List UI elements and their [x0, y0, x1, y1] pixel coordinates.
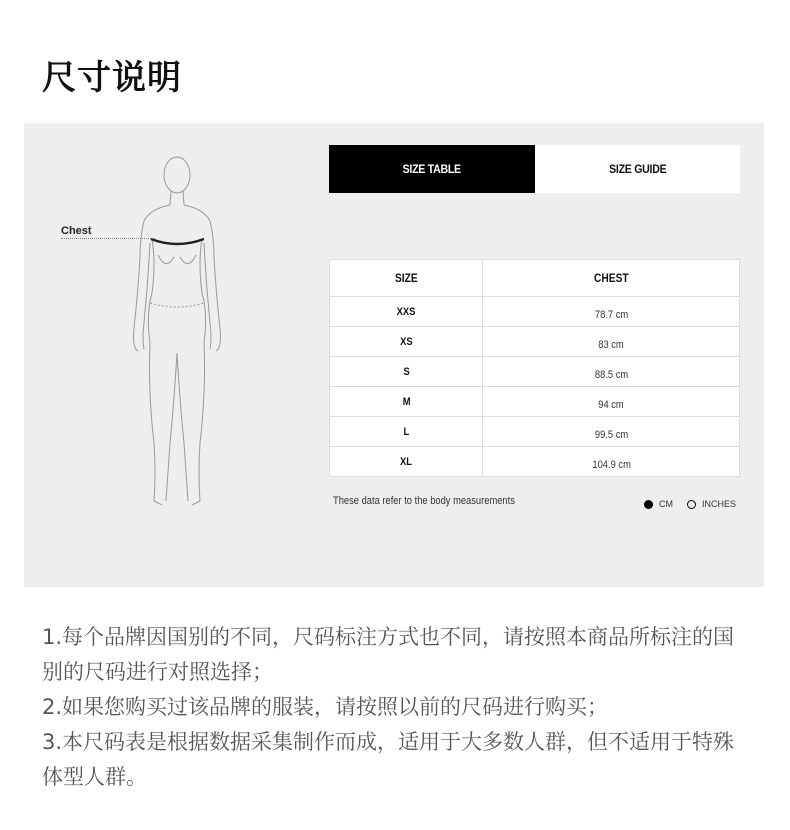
table-row: [330, 357, 740, 387]
table-header-row: [330, 260, 740, 297]
table-row: [330, 417, 740, 447]
size-cell: M: [330, 387, 483, 417]
chest-label: Chest: [61, 225, 92, 237]
description-line: 2.如果您购买过该品牌的服装，请按照以前的尺码进行购买；: [42, 695, 609, 719]
size-cell: L: [330, 417, 483, 447]
tab-size-guide[interactable]: [535, 145, 741, 193]
description-line: 3.本尺码表是根据数据采集制作而成，适用于大多数人群，但不适用于特殊体型人群。: [42, 730, 735, 789]
chest-cell: 88.5 cm: [483, 357, 740, 387]
unit-toggle: [644, 499, 736, 509]
size-tabs: [329, 145, 740, 193]
tab-size-table[interactable]: [329, 145, 535, 193]
table-row: [330, 327, 740, 357]
size-cell: XXS: [330, 297, 483, 327]
chest-cell: 94 cm: [483, 387, 740, 417]
measurement-note: These data refer to the body measurements: [333, 495, 515, 507]
chest-cell: 83 cm: [483, 327, 740, 357]
chest-guide-line: [61, 238, 155, 239]
unit-inches-label[interactable]: INCHES: [702, 499, 737, 509]
chest-cell: 78.7 cm: [483, 297, 740, 327]
table-row: [330, 447, 740, 477]
description-line: 1.每个品牌因国别的不同，尺码标注方式也不同，请按照本商品所标注的国别的尺码进行对照选择；: [42, 625, 735, 684]
table-row: [330, 387, 740, 417]
tab-size-guide-label: SIZE GUIDE: [608, 162, 666, 176]
body-figure-illustration: [120, 153, 230, 515]
size-description: [42, 620, 754, 795]
chest-cell: 99.5 cm: [483, 417, 740, 447]
column-header-size: SIZE: [330, 260, 483, 297]
size-cell: S: [330, 357, 483, 387]
size-cell: XL: [330, 447, 483, 477]
tab-size-table-label: SIZE TABLE: [402, 162, 461, 176]
unit-cm-radio[interactable]: [644, 500, 653, 509]
page-title: 尺寸说明: [42, 58, 182, 98]
unit-inches-radio[interactable]: [687, 500, 696, 509]
unit-cm-label[interactable]: CM: [659, 499, 673, 509]
chest-cell: 104.9 cm: [483, 447, 740, 477]
size-cell: XS: [330, 327, 483, 357]
table-row: [330, 297, 740, 327]
column-header-chest: CHEST: [483, 260, 740, 297]
size-table: [329, 259, 740, 477]
size-panel: [24, 123, 764, 587]
